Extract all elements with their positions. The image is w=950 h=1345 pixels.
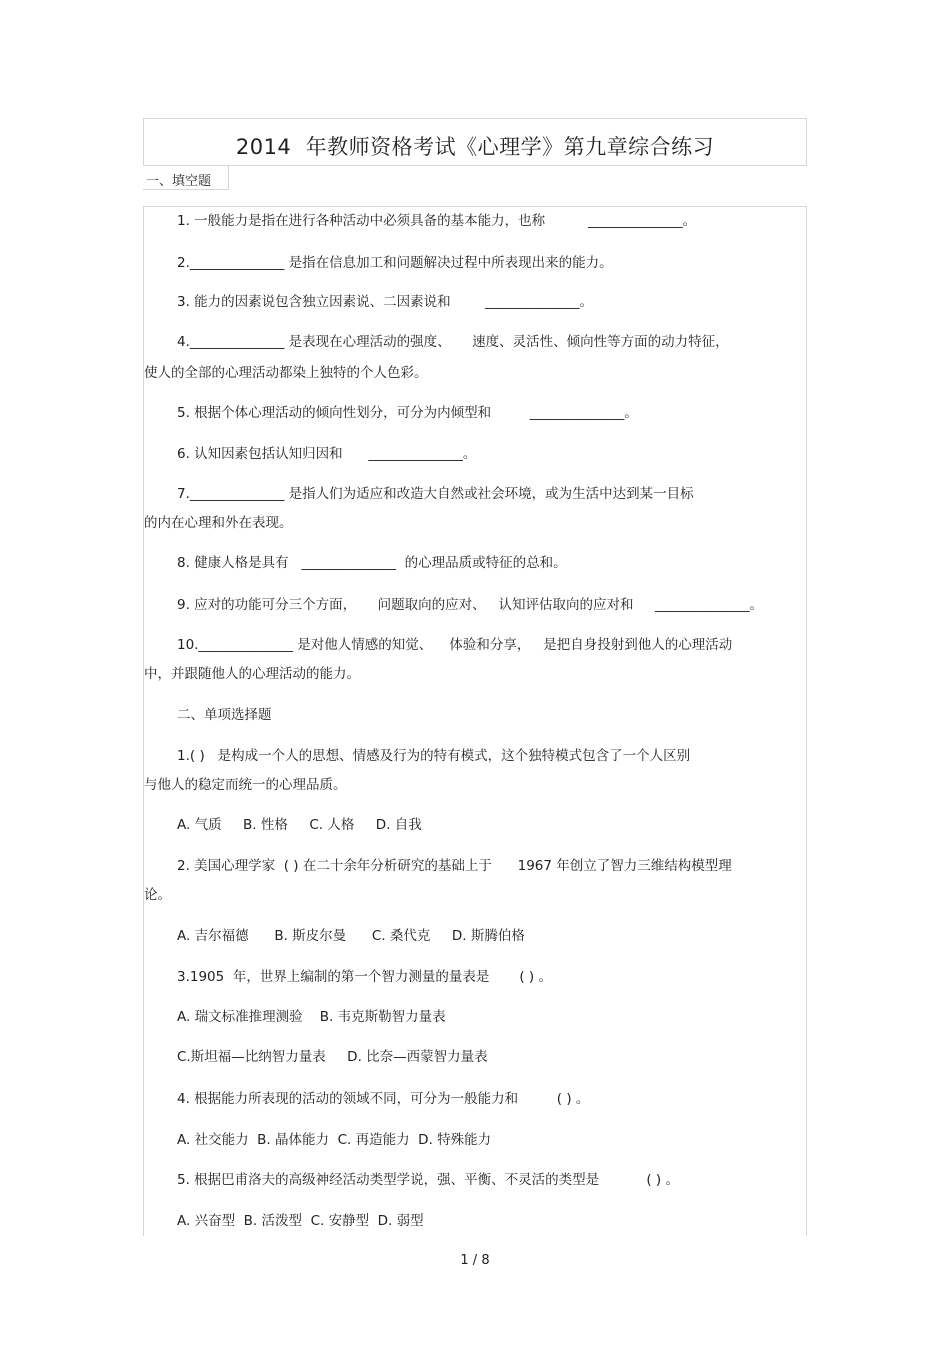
question-line: 1. 一般能力是指在进行各种活动中必须具备的基本能力，也称 ______________。 xyxy=(177,213,697,229)
question-line: 5. 根据巴甫洛夫的高级神经活动类型学说，强、平衡、不灵活的类型是 ( ) 。 xyxy=(177,1172,679,1188)
question-line: 8. 健康人格是具有 ______________ 的心理品质或特征的总和。 xyxy=(177,555,567,571)
question-line: 与他人的稳定而统一的心理品质。 xyxy=(144,777,347,793)
question-line: 中，并跟随他人的心理活动的能力。 xyxy=(144,666,360,682)
section-label-single-choice: 二、单项选择题 xyxy=(177,707,272,723)
question-line: 2.______________ 是指在信息加工和问题解决过程中所表现出来的能力。 xyxy=(177,255,613,271)
question-line: 4.______________ 是表现在心理活动的强度、 速度、灵活性、倾向性等方面的动力特征， xyxy=(177,334,729,350)
question-line: 使人的全部的心理活动都染上独特的个人色彩。 xyxy=(144,365,428,381)
question-line: 3.1905 年，世界上编制的第一个智力测量的量表是 ( ) 。 xyxy=(177,969,552,985)
question-line: 4. 根据能力所表现的活动的领域不同，可分为一般能力和 ( ) 。 xyxy=(177,1091,590,1107)
option-line: A. 瑞文标准推理测验 B. 韦克斯勒智力量表 xyxy=(177,1009,446,1025)
question-line: 5. 根据个体心理活动的倾向性划分，可分为内倾型和 ______________。 xyxy=(177,405,638,421)
question-line: 10.______________ 是对他人情感的知觉、 体验和分享， 是把自身投射到他人的心理活动 xyxy=(177,637,733,653)
option-line: A. 吉尔福德 B. 斯皮尔曼 C. 桑代克 D. 斯腾伯格 xyxy=(177,928,525,944)
question-line: 9. 应对的功能可分三个方面， 问题取向的应对、 认知评估取向的应对和 ______________。 xyxy=(177,597,763,613)
question-line: 7.______________ 是指人们为适应和改造大自然或社会环境，或为生活中达到某一目标 xyxy=(177,486,694,502)
option-line: A. 兴奋型 B. 活泼型 C. 安静型 D. 弱型 xyxy=(177,1213,424,1229)
question-line: 3. 能力的因素说包含独立因素说、二因素说和 ______________。 xyxy=(177,294,594,310)
question-line: 2. 美国心理学家 ( ) 在二十余年分析研究的基础上于 1967 年创立了智力三维结构模型理 xyxy=(177,858,732,874)
option-line: A. 社交能力 B. 晶体能力 C. 再造能力 D. 特殊能力 xyxy=(177,1132,492,1148)
option-line: C.斯坦福—比纳智力量表 D. 比奈—西蒙智力量表 xyxy=(177,1049,488,1065)
section-label-fill-blank: 一、填空题 xyxy=(143,166,229,190)
question-line: 的内在心理和外在表现。 xyxy=(144,515,293,531)
page-number: 1 / 8 xyxy=(460,1253,490,1268)
option-line: A. 气质 B. 性格 C. 人格 D. 自我 xyxy=(177,817,422,833)
page-title: 2014 年教师资格考试《心理学》第九章综合练习 xyxy=(235,135,715,159)
question-line: 论。 xyxy=(144,887,171,903)
question-line: 6. 认知因素包括认知归因和 ______________。 xyxy=(177,446,477,462)
title-box xyxy=(143,118,807,166)
question-line: 1.( ) 是构成一个人的思想、情感及行为的特有模式，这个独特模式包含了一个人区别 xyxy=(177,748,691,764)
